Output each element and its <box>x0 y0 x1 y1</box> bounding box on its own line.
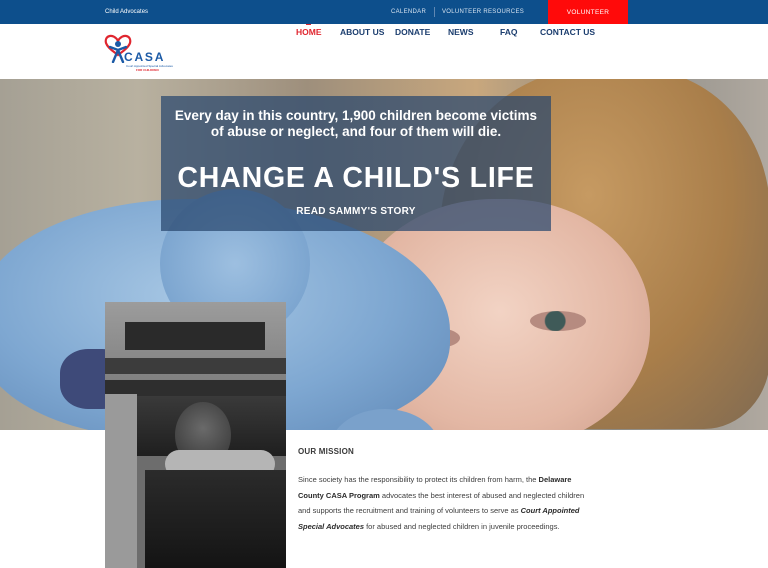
utility-divider <box>434 7 435 17</box>
photo-pew-row <box>105 358 286 374</box>
nav-faq[interactable]: FAQ <box>500 27 518 37</box>
courtroom-photo <box>105 302 286 568</box>
top-utility-bar <box>0 0 768 24</box>
site-tagline: Child Advocates <box>105 9 149 15</box>
hero-statistic: Every day in this country, 1,900 children become victims of abuse or neglect, and four of them will die. <box>174 108 538 139</box>
read-story-link[interactable]: READ SAMMY'S STORY <box>296 206 416 217</box>
photo-pew-foreground <box>145 470 286 568</box>
calendar-link[interactable]: CALENDAR <box>391 9 427 15</box>
mission-paragraph <box>298 472 598 534</box>
mission-role-name: Court Appointed Special Advocates <box>298 506 580 531</box>
volunteer-button[interactable]: VOLUNTEER <box>548 0 628 26</box>
nav-about-us[interactable]: ABOUT US <box>340 27 385 37</box>
photo-judge-bench <box>125 322 265 350</box>
mission-text: for abused and neglected children in juvenile proceedings. <box>364 521 560 531</box>
logo-subtitle: Court Appointed Special Advocates <box>126 64 173 68</box>
nav-home[interactable]: HOME <box>296 27 322 37</box>
mission-text: Since society has the responsibility to protect its children from harm, the <box>298 475 539 484</box>
site-header <box>0 24 768 79</box>
hero-message-box <box>161 96 551 231</box>
hero-title: CHANGE A CHILD'S LIFE <box>177 162 535 194</box>
nav-donate[interactable]: DONATE <box>395 27 431 37</box>
mission-org-name: Delaware County CASA Program <box>298 475 572 500</box>
logo-subtitle-for-children: FOR CHILDREN <box>136 68 159 72</box>
logo-wordmark: CASA <box>124 50 166 64</box>
casa-logo[interactable] <box>104 33 194 71</box>
mission-text: advocates the best interest of abused and neglected children and supports the recruitment and training of volunteers to serve as <box>298 490 585 515</box>
hero-photo-eye <box>530 311 586 331</box>
photo-floor <box>105 394 137 568</box>
nav-contact-us[interactable]: CONTACT US <box>540 27 596 37</box>
volunteer-resources-link[interactable]: VOLUNTEER RESOURCES <box>442 9 525 15</box>
mission-heading: OUR MISSION <box>298 447 354 456</box>
nav-news[interactable]: NEWS <box>448 27 474 37</box>
